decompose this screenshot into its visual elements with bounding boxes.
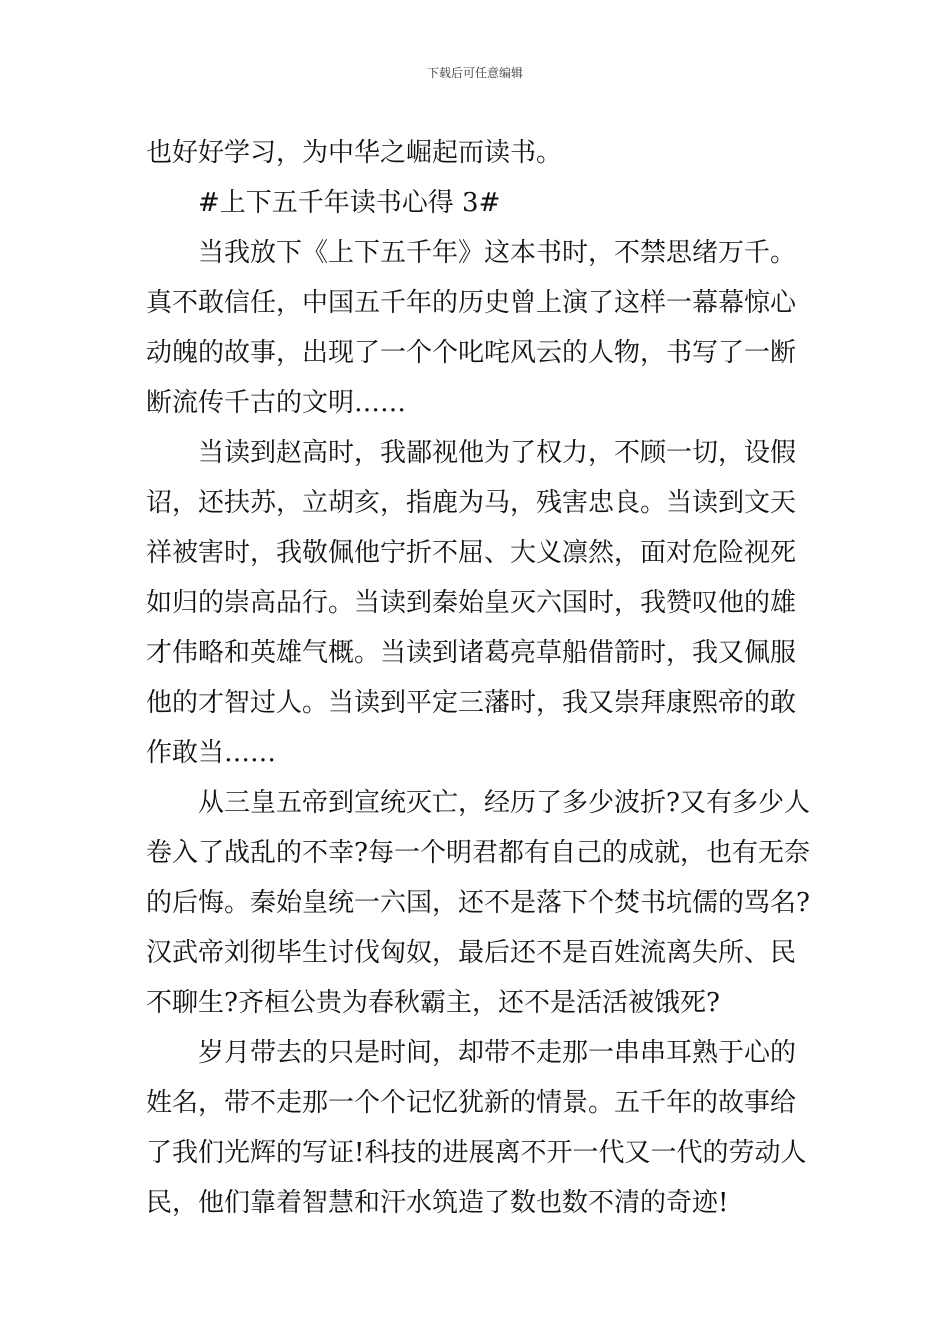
- text-line: 不聊生?齐桓公贵为春秋霸主，还不是活活被饿死?: [146, 988, 720, 1018]
- text-line: 作敢当……: [146, 738, 277, 768]
- text-line: 岁月带去的只是时间，却带不走那一串串耳熟于心的: [198, 1038, 797, 1068]
- text-line: 从三皇五帝到宣统灭亡，经历了多少波折?又有多少人: [198, 788, 810, 818]
- text-line: 才伟略和英雄气概。当读到诸葛亮草船借箭时，我又佩服: [146, 638, 797, 668]
- text-line: 真不敢信任，中国五千年的历史曾上演了这样一幕幕惊心: [146, 288, 797, 318]
- text-line: 的后悔。秦始皇统一六国，还不是落下个焚书坑儒的骂名?: [146, 888, 810, 918]
- text-line: 他的才智过人。当读到平定三藩时，我又崇拜康熙帝的敢: [146, 688, 797, 718]
- text-line: 汉武帝刘彻毕生讨伐匈奴，最后还不是百姓流离失所、民: [146, 938, 797, 968]
- text-line: 卷入了战乱的不幸?每一个明君都有自己的成就，也有无奈: [146, 838, 810, 868]
- text-line: 民，他们靠着智慧和汗水筑造了数也数不清的奇迹!: [146, 1188, 729, 1218]
- document-body: [146, 128, 810, 1228]
- text-line: 也好好学习，为中华之崛起而读书。: [146, 138, 563, 168]
- text-line: 诏，还扶苏，立胡亥，指鹿为马，残害忠良。当读到文天: [146, 488, 797, 518]
- text-line: 如归的崇高品行。当读到秦始皇灭六国时，我赞叹他的雄: [146, 588, 797, 618]
- text-line: 当读到赵高时，我鄙视他为了权力，不顾一切，设假: [198, 438, 797, 468]
- text-line: 姓名，带不走那一个个记忆犹新的情景。五千年的故事给: [146, 1088, 797, 1118]
- text-line: #上下五千年读书心得 3#: [198, 188, 501, 218]
- text-line: 祥被害时，我敬佩他宁折不屈、大义凛然，面对危险视死: [146, 538, 797, 568]
- text-line: 了我们光辉的写证!科技的进展离不开一代又一代的劳动人: [146, 1138, 807, 1168]
- text-line: 当我放下《上下五千年》这本书时，不禁思绪万千。: [198, 238, 797, 268]
- text-line: 断流传千古的文明……: [146, 388, 407, 418]
- text-line: 动魄的故事，出现了一个个叱咤风云的人物，书写了一断: [146, 338, 797, 368]
- page-header: 下载后可任意编辑: [426, 66, 523, 80]
